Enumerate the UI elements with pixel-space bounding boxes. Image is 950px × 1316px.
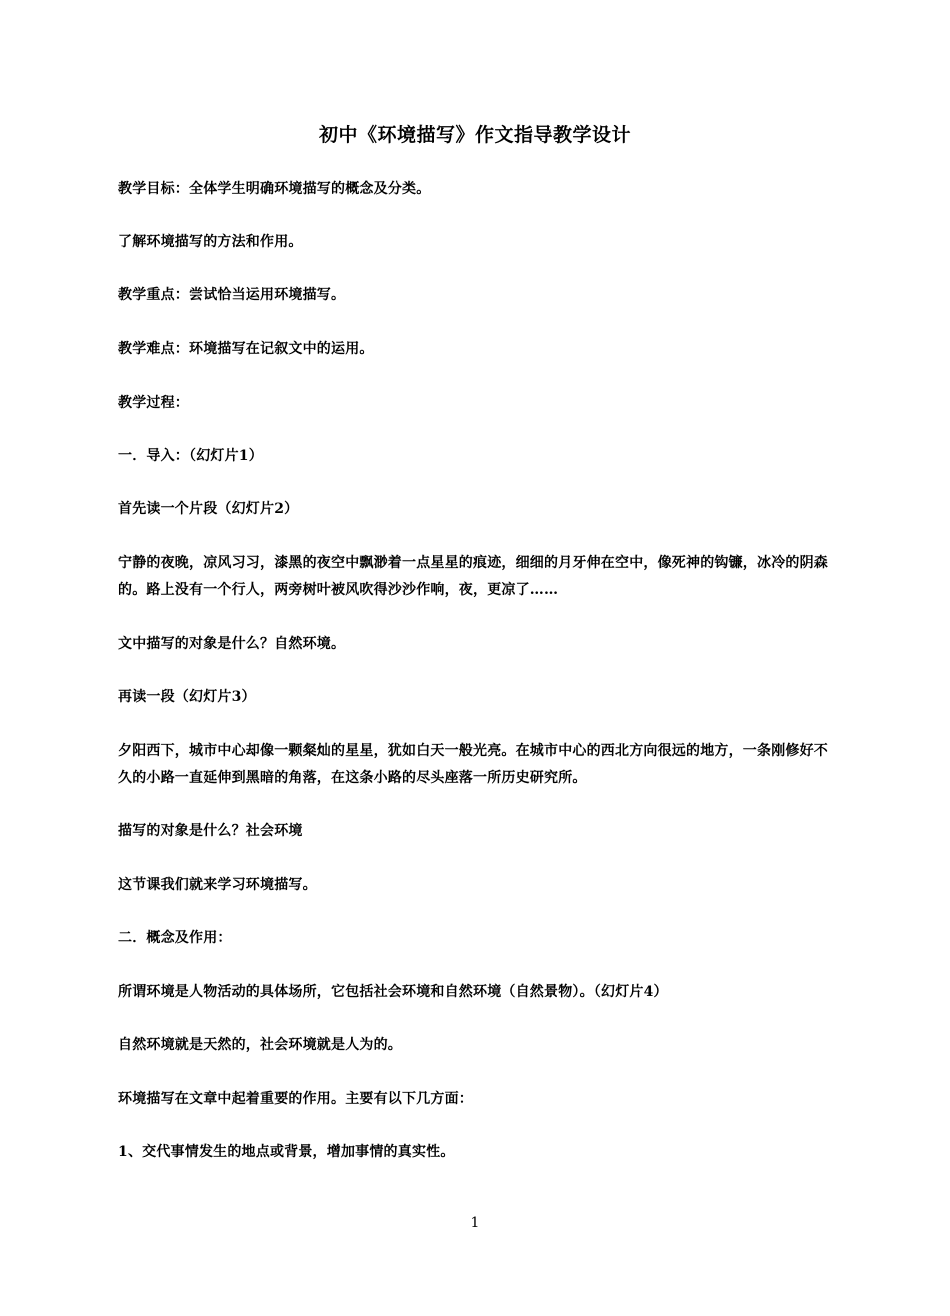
paragraph-difficulty: 教学难点：环境描写在记叙文中的运用。 [118,341,374,357]
paragraph-understand-methods: 了解环境描写的方法和作用。 [118,234,303,250]
section-heading-concept: 二．概念及作用： [118,930,232,946]
list-item-function-1: 1、交代事情发生的地点或背景，增加事情的真实性。 [118,1144,455,1160]
paragraph-question-natural: 文中描写的对象是什么？自然环境。 [118,636,346,652]
paragraph-natural-vs-social: 自然环境就是天然的，社会环境就是人为的。 [118,1037,402,1053]
page-number: 1 [470,1215,480,1231]
paragraph-night-passage: 宁静的夜晚，凉风习习，漆黑的夜空中飘渺着一点星星的痕迹，细细的月牙伸在空中，像死神的钩镰，冰冷的阴森的。路上没有一个行人，两旁树叶被风吹得沙沙作响，夜，更凉了…… [118,555,828,598]
paragraph-lesson-intro: 这节课我们就来学习环境描写。 [118,877,317,893]
paragraph-second-reading: 再读一段（幻灯片3） [118,689,256,705]
paragraph-city-passage: 夕阳西下，城市中心却像一颗粲灿的星星，犹如白天一般光亮。在城市中心的西北方向很远的地方，一条刚修好不久的小路一直延伸到黑暗的角落，在这条小路的尽头座落一所历史研究所。 [118,743,828,786]
paragraph-teaching-goal: 教学目标：全体学生明确环境描写的概念及分类。 [118,181,431,197]
document-title: 初中《环境描写》作文指导教学设计 [318,124,631,146]
paragraph-process-heading: 教学过程： [118,395,189,411]
paragraph-question-social: 描写的对象是什么？社会环境 [118,823,303,839]
paragraph-environment-definition: 所谓环境是人物活动的具体场所，它包括社会环境和自然环境（自然景物）。（幻灯片4） [118,984,668,1000]
paragraph-key-point: 教学重点：尝试恰当运用环境描写。 [118,287,346,303]
paragraph-first-reading: 首先读一个片段（幻灯片2） [118,501,299,517]
paragraph-importance: 环境描写在文章中起着重要的作用。主要有以下几方面： [118,1091,473,1107]
section-heading-introduction: 一．导入：（幻灯片1） [118,448,263,464]
